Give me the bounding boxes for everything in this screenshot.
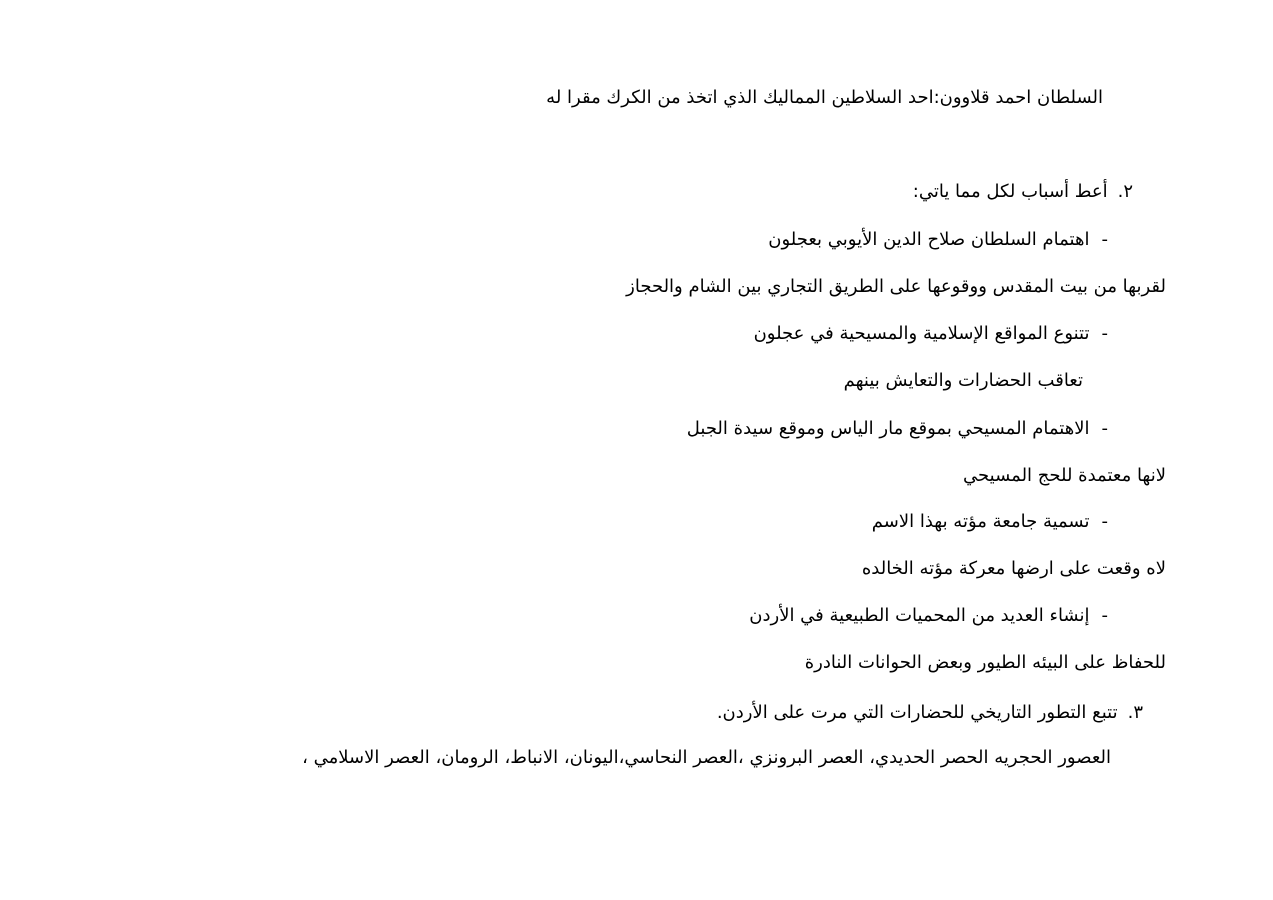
item-5-bullet: - [1101,605,1108,626]
item-4-prompt [872,510,1108,534]
intro-line: السلطان احمد قلاوون:احد السلاطين المماليك الذي اتخذ من الكرك مقرا له [546,87,1103,108]
item-3-prompt-text: الاهتمام المسيحي بموقع مار الياس وموقع سيدة الجبل [686,418,1090,439]
item-5-prompt [749,604,1108,628]
question-2-number: ٢. [1117,181,1133,202]
question-2-text: أعط أسباب لكل مما ياتي: [912,181,1108,202]
item-5-answer: للحفاظ على البيئه الطيور وبعض الحوانات النادرة [804,652,1166,673]
item-3-bullet: - [1101,418,1108,439]
question-3-number: ٣. [1127,702,1143,723]
item-5-prompt-text: إنشاء العديد من المحميات الطبيعية في الأردن [749,605,1090,626]
item-1-answer: لقربها من بيت المقدس ووقوعها على الطريق التجاري بين الشام والحجاز [626,276,1166,297]
item-4-answer: لاه وقعت على ارضها معركة مؤته الخالده [861,558,1166,579]
question-2-heading [913,180,1133,204]
item-1-prompt-text: اهتمام السلطان صلاح الدين الأيوبي بعجلون [768,229,1090,250]
item-2-prompt [754,322,1108,346]
item-2-answer: تعاقب الحضارات والتعايش بينهم [843,370,1083,391]
question-3-answer: العصور الحجريه الحصر الحديدي، العصر البرونزي ،العصر النحاسي،اليونان، الانباط، الرومان، العصر الاسلامي ، [302,747,1111,768]
item-3-answer: لانها معتمدة للحج المسيحي [963,465,1166,486]
item-1-prompt [768,228,1108,252]
item-4-prompt-text: تسمية جامعة مؤته بهذا الاسم [871,511,1090,532]
question-3-heading [717,701,1143,725]
item-2-prompt-text: تتنوع المواقع الإسلامية والمسيحية في عجلون [753,323,1090,344]
item-1-bullet: - [1101,229,1108,250]
item-3-prompt [687,417,1108,441]
question-3-text: تتبع التطور التاريخي للحضارات التي مرت على الأردن. [716,702,1118,723]
item-2-bullet: - [1101,323,1108,344]
item-4-bullet: - [1101,511,1108,532]
